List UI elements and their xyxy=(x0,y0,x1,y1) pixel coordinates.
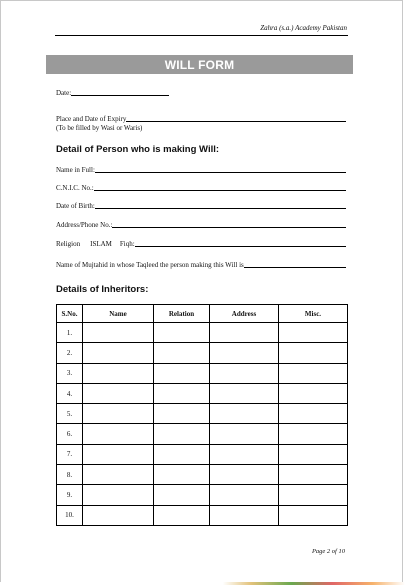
row-number: 5. xyxy=(57,404,83,424)
name-cell[interactable] xyxy=(83,485,154,505)
place-note: (To be filled by Wasi or Waris) xyxy=(56,124,143,132)
title-bar xyxy=(46,55,353,74)
row-number: 8. xyxy=(57,465,83,485)
name-cell[interactable] xyxy=(83,343,154,363)
row-number: 10. xyxy=(57,505,83,525)
header-rule xyxy=(55,35,348,36)
name-cell[interactable] xyxy=(83,505,154,525)
name-cell[interactable] xyxy=(83,383,154,403)
table-header-row xyxy=(57,305,348,323)
address-cell[interactable] xyxy=(210,444,279,464)
table-row xyxy=(57,404,348,424)
date-line[interactable] xyxy=(71,95,169,96)
row-number: 7. xyxy=(57,444,83,464)
cnic-label: C.N.I.C. No.: xyxy=(56,184,94,192)
misc-cell[interactable] xyxy=(279,485,348,505)
religion-value: ISLAM xyxy=(90,240,112,248)
misc-cell[interactable] xyxy=(279,383,348,403)
col-name: Name xyxy=(83,305,154,323)
section-person-title: Detail of Person who is making Will: xyxy=(56,144,220,155)
fiqh-line[interactable] xyxy=(135,246,346,247)
address-label: Address/Phone No.: xyxy=(56,221,113,229)
name-label: Name in Full: xyxy=(56,166,95,174)
table-row xyxy=(57,363,348,383)
row-number: 3. xyxy=(57,363,83,383)
page-number: Page 2 of 10 xyxy=(311,548,345,555)
row-number: 6. xyxy=(57,424,83,444)
misc-cell[interactable] xyxy=(279,444,348,464)
place-expiry-label: Place and Date of Expiry xyxy=(56,115,127,123)
col-address: Address xyxy=(210,305,279,323)
relation-cell[interactable] xyxy=(154,363,210,383)
table-row xyxy=(57,465,348,485)
misc-cell[interactable] xyxy=(279,465,348,485)
relation-cell[interactable] xyxy=(154,444,210,464)
address-cell[interactable] xyxy=(210,343,279,363)
misc-cell[interactable] xyxy=(279,323,348,343)
cnic-field[interactable] xyxy=(56,182,346,192)
misc-cell[interactable] xyxy=(279,404,348,424)
address-cell[interactable] xyxy=(210,424,279,444)
cnic-line[interactable] xyxy=(94,190,346,191)
name-cell[interactable] xyxy=(83,465,154,485)
name-cell[interactable] xyxy=(83,363,154,383)
mujtahid-label: Name of Mujtahid in whose Taqleed the person making this Will is xyxy=(56,261,244,269)
table-row xyxy=(57,444,348,464)
mujtahid-field[interactable] xyxy=(56,259,346,269)
name-cell[interactable] xyxy=(83,444,154,464)
misc-cell[interactable] xyxy=(279,343,348,363)
col-misc: Misc. xyxy=(279,305,348,323)
relation-cell[interactable] xyxy=(154,505,210,525)
relation-cell[interactable] xyxy=(154,424,210,444)
name-field[interactable] xyxy=(56,164,346,174)
relation-cell[interactable] xyxy=(154,383,210,403)
table-row xyxy=(57,424,348,444)
table-row xyxy=(57,505,348,525)
relation-cell[interactable] xyxy=(154,485,210,505)
address-cell[interactable] xyxy=(210,404,279,424)
row-number: 4. xyxy=(57,383,83,403)
fiqh-label: Fiqh: xyxy=(119,240,135,248)
header-org: Zahra (s.a.) Academy Pakistan xyxy=(260,24,347,32)
row-number: 1. xyxy=(57,323,83,343)
row-number: 2. xyxy=(57,343,83,363)
address-cell[interactable] xyxy=(210,485,279,505)
date-field[interactable] xyxy=(56,87,169,97)
name-line[interactable] xyxy=(95,172,346,173)
table-row xyxy=(57,383,348,403)
table-row xyxy=(57,343,348,363)
relation-cell[interactable] xyxy=(154,465,210,485)
dob-field[interactable] xyxy=(56,200,346,210)
mujtahid-line[interactable] xyxy=(244,267,346,268)
relation-cell[interactable] xyxy=(154,343,210,363)
address-cell[interactable] xyxy=(210,323,279,343)
religion-fiqh-field[interactable] xyxy=(56,238,346,248)
date-label: Date: xyxy=(56,89,72,97)
col-relation: Relation xyxy=(154,305,210,323)
religion-label: Religion xyxy=(56,240,81,248)
misc-cell[interactable] xyxy=(279,363,348,383)
section-inheritors-title: Details of Inheritors: xyxy=(56,284,149,295)
misc-cell[interactable] xyxy=(279,505,348,525)
address-cell[interactable] xyxy=(210,505,279,525)
dob-line[interactable] xyxy=(95,208,346,209)
col-sno: S.No. xyxy=(57,305,83,323)
table-row xyxy=(57,323,348,343)
address-cell[interactable] xyxy=(210,465,279,485)
place-expiry-field[interactable] xyxy=(56,113,346,123)
address-cell[interactable] xyxy=(210,363,279,383)
row-number: 9. xyxy=(57,485,83,505)
name-cell[interactable] xyxy=(83,323,154,343)
name-cell[interactable] xyxy=(83,424,154,444)
relation-cell[interactable] xyxy=(154,404,210,424)
place-expiry-line[interactable] xyxy=(126,121,346,122)
form-title: WILL FORM xyxy=(164,57,235,72)
table-row xyxy=(57,485,348,505)
misc-cell[interactable] xyxy=(279,424,348,444)
address-cell[interactable] xyxy=(210,383,279,403)
dob-label: Date of Birth: xyxy=(56,202,95,210)
inheritors-table xyxy=(56,304,348,526)
relation-cell[interactable] xyxy=(154,323,210,343)
name-cell[interactable] xyxy=(83,404,154,424)
address-line[interactable] xyxy=(112,227,346,228)
address-field[interactable] xyxy=(56,219,346,229)
